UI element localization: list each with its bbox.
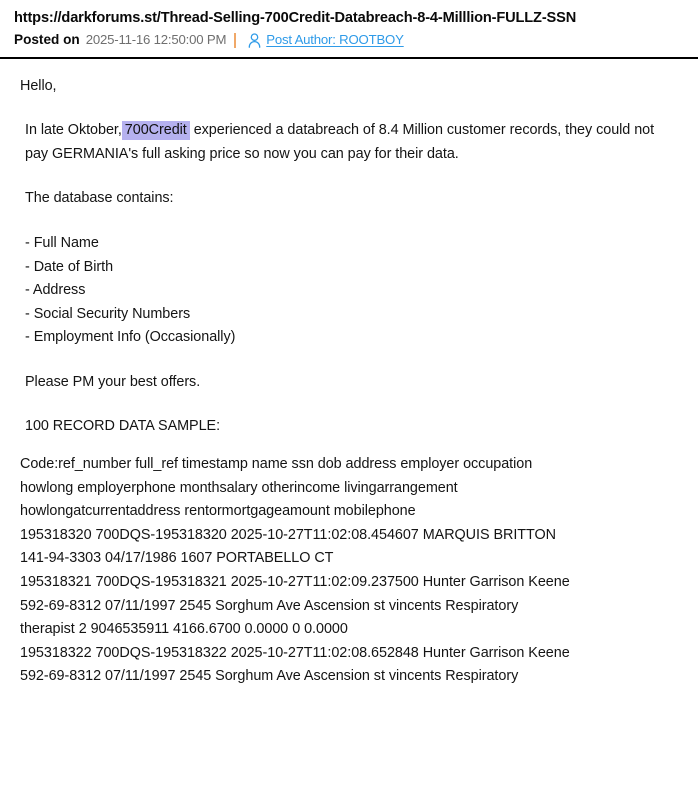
record-line: 592-69-8312 07/11/1997 2545 Sorghum Ave Ascension st vincents Respiratory xyxy=(20,597,519,614)
intro-text-after: experienced a databreach of 8.4 Million customer records, they could not pay GERMANIA's full asking price so now you can pay for their data. xyxy=(25,122,655,162)
post-header xyxy=(0,0,698,53)
post-url[interactable]: https://darkforums.st/Thread-Selling-700Credit-Databreach-8-4-Milllion-FULLZ-SSN xyxy=(14,10,577,26)
record-line: therapist 2 9046535911 4166.6700 0.0000 0 0.0000 xyxy=(20,621,348,638)
greeting-text: Hello, xyxy=(20,77,57,94)
company-highlight: 700Credit xyxy=(122,121,190,140)
record-line: 592-69-8312 07/11/1997 2545 Sorghum Ave Ascension st vincents Respiratory xyxy=(20,668,519,685)
spacer xyxy=(20,211,678,232)
list-item: - Address xyxy=(25,282,86,299)
spacer xyxy=(20,98,678,119)
post-timestamp: 2025-11-16 12:50:00 PM xyxy=(85,32,227,48)
database-contains-list xyxy=(20,232,678,350)
list-item: - Date of Birth xyxy=(25,258,114,275)
intro-paragraph xyxy=(20,119,678,166)
code-header-line: howlongatcurrentaddress rentormortgageamount mobilephone xyxy=(20,503,416,520)
intro-text-before: In late Oktober, xyxy=(25,122,122,139)
post-meta-row xyxy=(14,32,684,48)
code-header-line: howlong employerphone monthsalary otherincome livingarrangement xyxy=(20,479,458,496)
list-item: - Social Security Numbers xyxy=(25,305,191,322)
sample-heading: 100 RECORD DATA SAMPLE: xyxy=(25,418,221,435)
posted-on-label: Posted on xyxy=(14,32,80,48)
record-line: 195318321 700DQS-195318321 2025-10-27T11:02:09.237500 Hunter Garrison Keene xyxy=(20,574,570,591)
record-line: 195318320 700DQS-195318320 2025-10-27T11:02:08.454607 MARQUIS BRITTON xyxy=(20,526,557,543)
meta-separator xyxy=(234,33,236,48)
list-item: - Employment Info (Occasionally) xyxy=(25,329,236,346)
code-header-line: Code:ref_number full_ref timestamp name ssn dob address employer occupation xyxy=(20,456,533,473)
spacer xyxy=(20,166,678,187)
record-line: 195318322 700DQS-195318322 2025-10-27T11:02:08.652848 Hunter Garrison Keene xyxy=(20,644,570,661)
data-sample-block xyxy=(20,453,678,689)
post-body xyxy=(0,59,698,689)
post-author-link[interactable]: Post Author: ROOTBOY xyxy=(266,32,404,48)
spacer xyxy=(20,394,678,415)
person-icon xyxy=(248,33,261,48)
record-line: 141-94-3303 04/17/1986 1607 PORTABELLO CT xyxy=(20,550,334,567)
spacer xyxy=(20,439,678,453)
spacer xyxy=(20,350,678,371)
pm-offers-text: Please PM your best offers. xyxy=(25,373,201,390)
list-item: - Full Name xyxy=(25,234,99,251)
database-contains-heading: The database contains: xyxy=(25,190,174,207)
